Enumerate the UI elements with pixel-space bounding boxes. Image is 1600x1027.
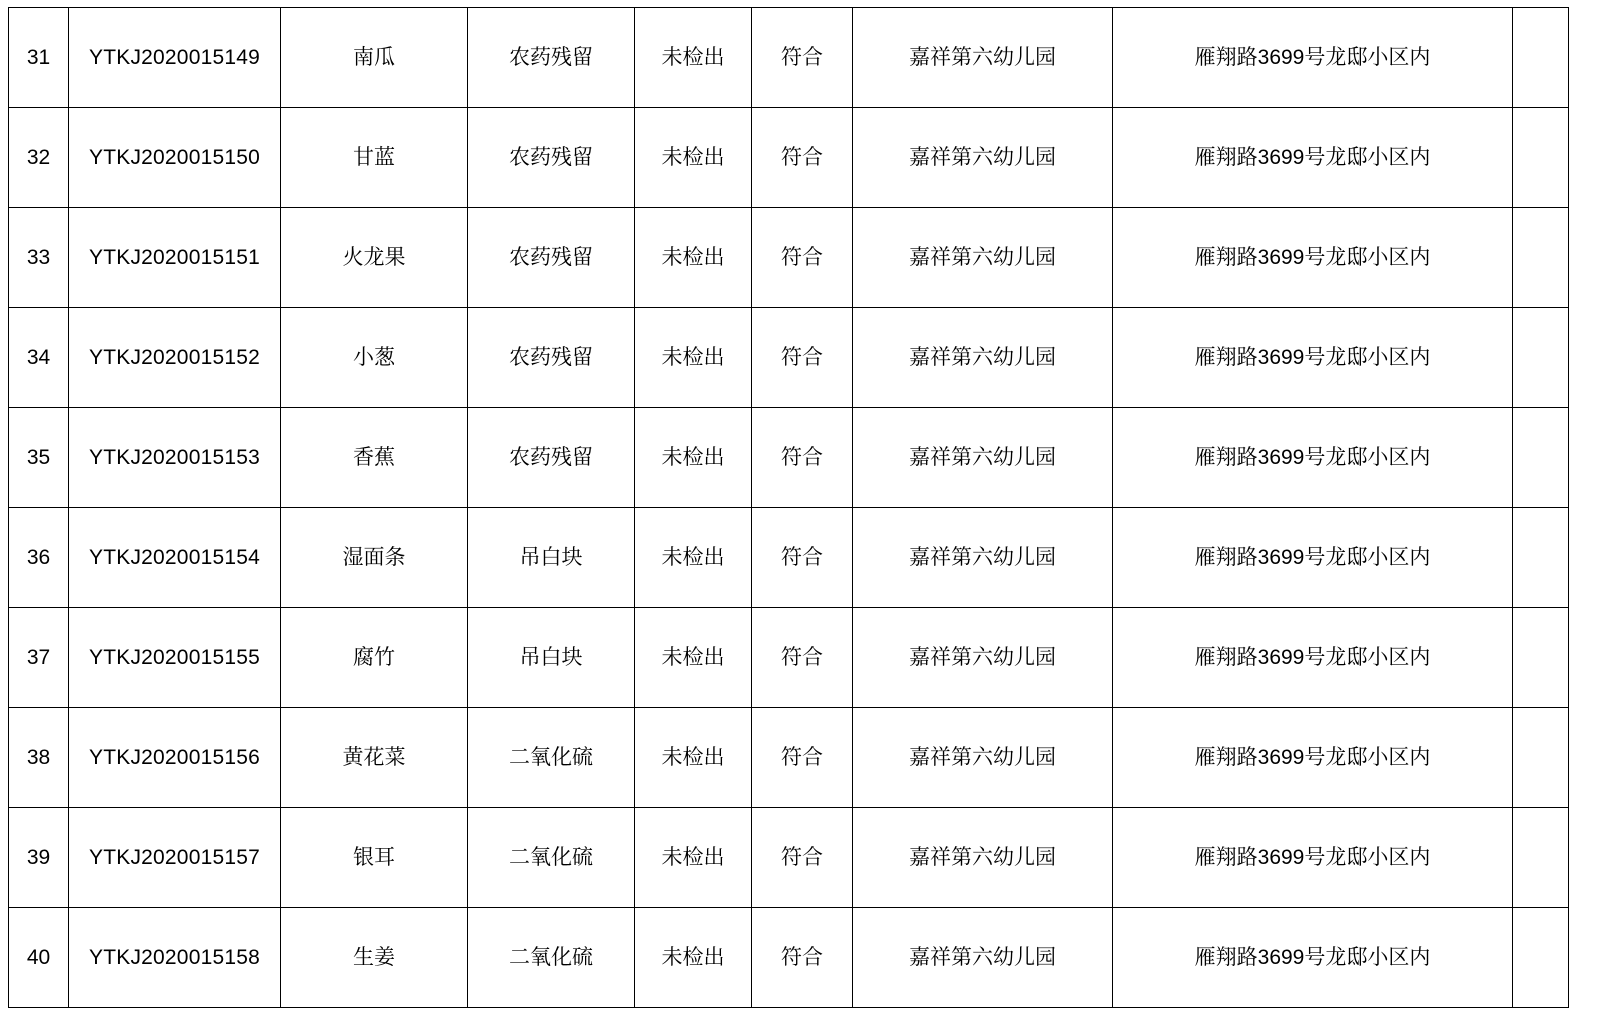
cell-test-result: 未检出 <box>635 508 752 608</box>
cell-verdict: 符合 <box>752 108 853 208</box>
cell-organization: 嘉祥第六幼儿园 <box>853 108 1113 208</box>
address-prefix: 雁翔路 <box>1194 344 1258 369</box>
cell-verdict: 符合 <box>752 708 853 808</box>
address-number: 3699 <box>1257 945 1305 969</box>
address-prefix: 雁翔路 <box>1194 944 1258 969</box>
cell-sample-code: YTKJ2020015157 <box>69 808 281 908</box>
cell-sample-name: 火龙果 <box>281 208 468 308</box>
cell-sample-name: 湿面条 <box>281 508 468 608</box>
cell-test-item: 吊白块 <box>468 608 635 708</box>
cell-test-result: 未检出 <box>635 108 752 208</box>
cell-index: 34 <box>9 308 69 408</box>
cell-sample-name: 银耳 <box>281 808 468 908</box>
cell-verdict: 符合 <box>752 908 853 1008</box>
cell-test-item: 农药残留 <box>468 308 635 408</box>
cell-organization: 嘉祥第六幼儿园 <box>853 208 1113 308</box>
cell-verdict: 符合 <box>752 808 853 908</box>
address-prefix: 雁翔路 <box>1194 844 1258 869</box>
cell-test-item: 农药残留 <box>468 208 635 308</box>
cell-index: 38 <box>9 708 69 808</box>
table-row <box>9 208 1569 308</box>
cell-address <box>1113 108 1513 208</box>
table-row <box>9 808 1569 908</box>
cell-test-result: 未检出 <box>635 8 752 108</box>
cell-organization: 嘉祥第六幼儿园 <box>853 308 1113 408</box>
table-row <box>9 908 1569 1008</box>
cell-sample-code: YTKJ2020015158 <box>69 908 281 1008</box>
address-number: 3699 <box>1257 645 1305 669</box>
cell-sample-code: YTKJ2020015153 <box>69 408 281 508</box>
address-suffix: 号龙邸小区内 <box>1304 244 1431 269</box>
address-prefix: 雁翔路 <box>1194 744 1258 769</box>
address-prefix: 雁翔路 <box>1194 244 1258 269</box>
cell-remark <box>1513 308 1569 408</box>
cell-organization: 嘉祥第六幼儿园 <box>853 908 1113 1008</box>
cell-test-item: 二氧化硫 <box>468 908 635 1008</box>
cell-test-result: 未检出 <box>635 308 752 408</box>
table-row <box>9 108 1569 208</box>
cell-remark <box>1513 408 1569 508</box>
cell-address <box>1113 208 1513 308</box>
cell-test-result: 未检出 <box>635 208 752 308</box>
cell-sample-code: YTKJ2020015155 <box>69 608 281 708</box>
cell-organization: 嘉祥第六幼儿园 <box>853 8 1113 108</box>
cell-organization: 嘉祥第六幼儿园 <box>853 508 1113 608</box>
cell-index: 33 <box>9 208 69 308</box>
address-prefix: 雁翔路 <box>1194 444 1258 469</box>
address-suffix: 号龙邸小区内 <box>1304 144 1431 169</box>
cell-index: 31 <box>9 8 69 108</box>
cell-sample-code: YTKJ2020015156 <box>69 708 281 808</box>
table-row <box>9 708 1569 808</box>
cell-remark <box>1513 808 1569 908</box>
cell-sample-name: 生姜 <box>281 908 468 1008</box>
cell-sample-name: 香蕉 <box>281 408 468 508</box>
address-prefix: 雁翔路 <box>1194 544 1258 569</box>
cell-sample-code: YTKJ2020015150 <box>69 108 281 208</box>
table-body <box>9 8 1569 1008</box>
cell-sample-name: 黄花菜 <box>281 708 468 808</box>
cell-address <box>1113 408 1513 508</box>
address-number: 3699 <box>1257 245 1305 269</box>
address-suffix: 号龙邸小区内 <box>1304 644 1431 669</box>
cell-verdict: 符合 <box>752 508 853 608</box>
cell-verdict: 符合 <box>752 608 853 708</box>
cell-sample-code: YTKJ2020015151 <box>69 208 281 308</box>
cell-verdict: 符合 <box>752 208 853 308</box>
address-suffix: 号龙邸小区内 <box>1304 444 1431 469</box>
address-suffix: 号龙邸小区内 <box>1304 344 1431 369</box>
cell-address <box>1113 308 1513 408</box>
cell-test-item: 二氧化硫 <box>468 708 635 808</box>
cell-remark <box>1513 508 1569 608</box>
table-row <box>9 308 1569 408</box>
table-row <box>9 608 1569 708</box>
address-prefix: 雁翔路 <box>1194 644 1258 669</box>
cell-test-item: 农药残留 <box>468 108 635 208</box>
cell-index: 32 <box>9 108 69 208</box>
cell-verdict: 符合 <box>752 8 853 108</box>
cell-address <box>1113 708 1513 808</box>
cell-sample-code: YTKJ2020015154 <box>69 508 281 608</box>
cell-index: 37 <box>9 608 69 708</box>
address-suffix: 号龙邸小区内 <box>1304 744 1431 769</box>
document-page <box>0 7 1600 1027</box>
cell-verdict: 符合 <box>752 408 853 508</box>
inspection-results-table <box>8 7 1569 1008</box>
cell-sample-name: 南瓜 <box>281 8 468 108</box>
address-number: 3699 <box>1257 345 1305 369</box>
cell-test-result: 未检出 <box>635 708 752 808</box>
cell-test-result: 未检出 <box>635 808 752 908</box>
cell-sample-name: 腐竹 <box>281 608 468 708</box>
cell-address <box>1113 808 1513 908</box>
address-prefix: 雁翔路 <box>1194 144 1258 169</box>
cell-sample-code: YTKJ2020015152 <box>69 308 281 408</box>
cell-remark <box>1513 108 1569 208</box>
table-row <box>9 408 1569 508</box>
cell-organization: 嘉祥第六幼儿园 <box>853 808 1113 908</box>
address-suffix: 号龙邸小区内 <box>1304 544 1431 569</box>
cell-test-item: 吊白块 <box>468 508 635 608</box>
cell-test-result: 未检出 <box>635 908 752 1008</box>
table-row <box>9 508 1569 608</box>
cell-index: 39 <box>9 808 69 908</box>
cell-address <box>1113 608 1513 708</box>
cell-test-item: 二氧化硫 <box>468 808 635 908</box>
address-suffix: 号龙邸小区内 <box>1304 844 1431 869</box>
cell-test-item: 农药残留 <box>468 408 635 508</box>
cell-organization: 嘉祥第六幼儿园 <box>853 608 1113 708</box>
cell-index: 35 <box>9 408 69 508</box>
table-row <box>9 8 1569 108</box>
cell-sample-name: 小葱 <box>281 308 468 408</box>
cell-address <box>1113 8 1513 108</box>
address-suffix: 号龙邸小区内 <box>1304 44 1431 69</box>
cell-remark <box>1513 208 1569 308</box>
cell-index: 40 <box>9 908 69 1008</box>
address-number: 3699 <box>1257 545 1305 569</box>
cell-address <box>1113 508 1513 608</box>
address-number: 3699 <box>1257 45 1305 69</box>
address-suffix: 号龙邸小区内 <box>1304 944 1431 969</box>
cell-test-result: 未检出 <box>635 408 752 508</box>
cell-remark <box>1513 708 1569 808</box>
cell-test-result: 未检出 <box>635 608 752 708</box>
address-number: 3699 <box>1257 745 1305 769</box>
cell-address <box>1113 908 1513 1008</box>
cell-index: 36 <box>9 508 69 608</box>
address-number: 3699 <box>1257 445 1305 469</box>
cell-organization: 嘉祥第六幼儿园 <box>853 408 1113 508</box>
address-number: 3699 <box>1257 145 1305 169</box>
cell-verdict: 符合 <box>752 308 853 408</box>
cell-remark <box>1513 8 1569 108</box>
address-prefix: 雁翔路 <box>1194 44 1258 69</box>
cell-sample-name: 甘蓝 <box>281 108 468 208</box>
cell-remark <box>1513 908 1569 1008</box>
cell-sample-code: YTKJ2020015149 <box>69 8 281 108</box>
cell-organization: 嘉祥第六幼儿园 <box>853 708 1113 808</box>
address-number: 3699 <box>1257 845 1305 869</box>
cell-remark <box>1513 608 1569 708</box>
cell-test-item: 农药残留 <box>468 8 635 108</box>
